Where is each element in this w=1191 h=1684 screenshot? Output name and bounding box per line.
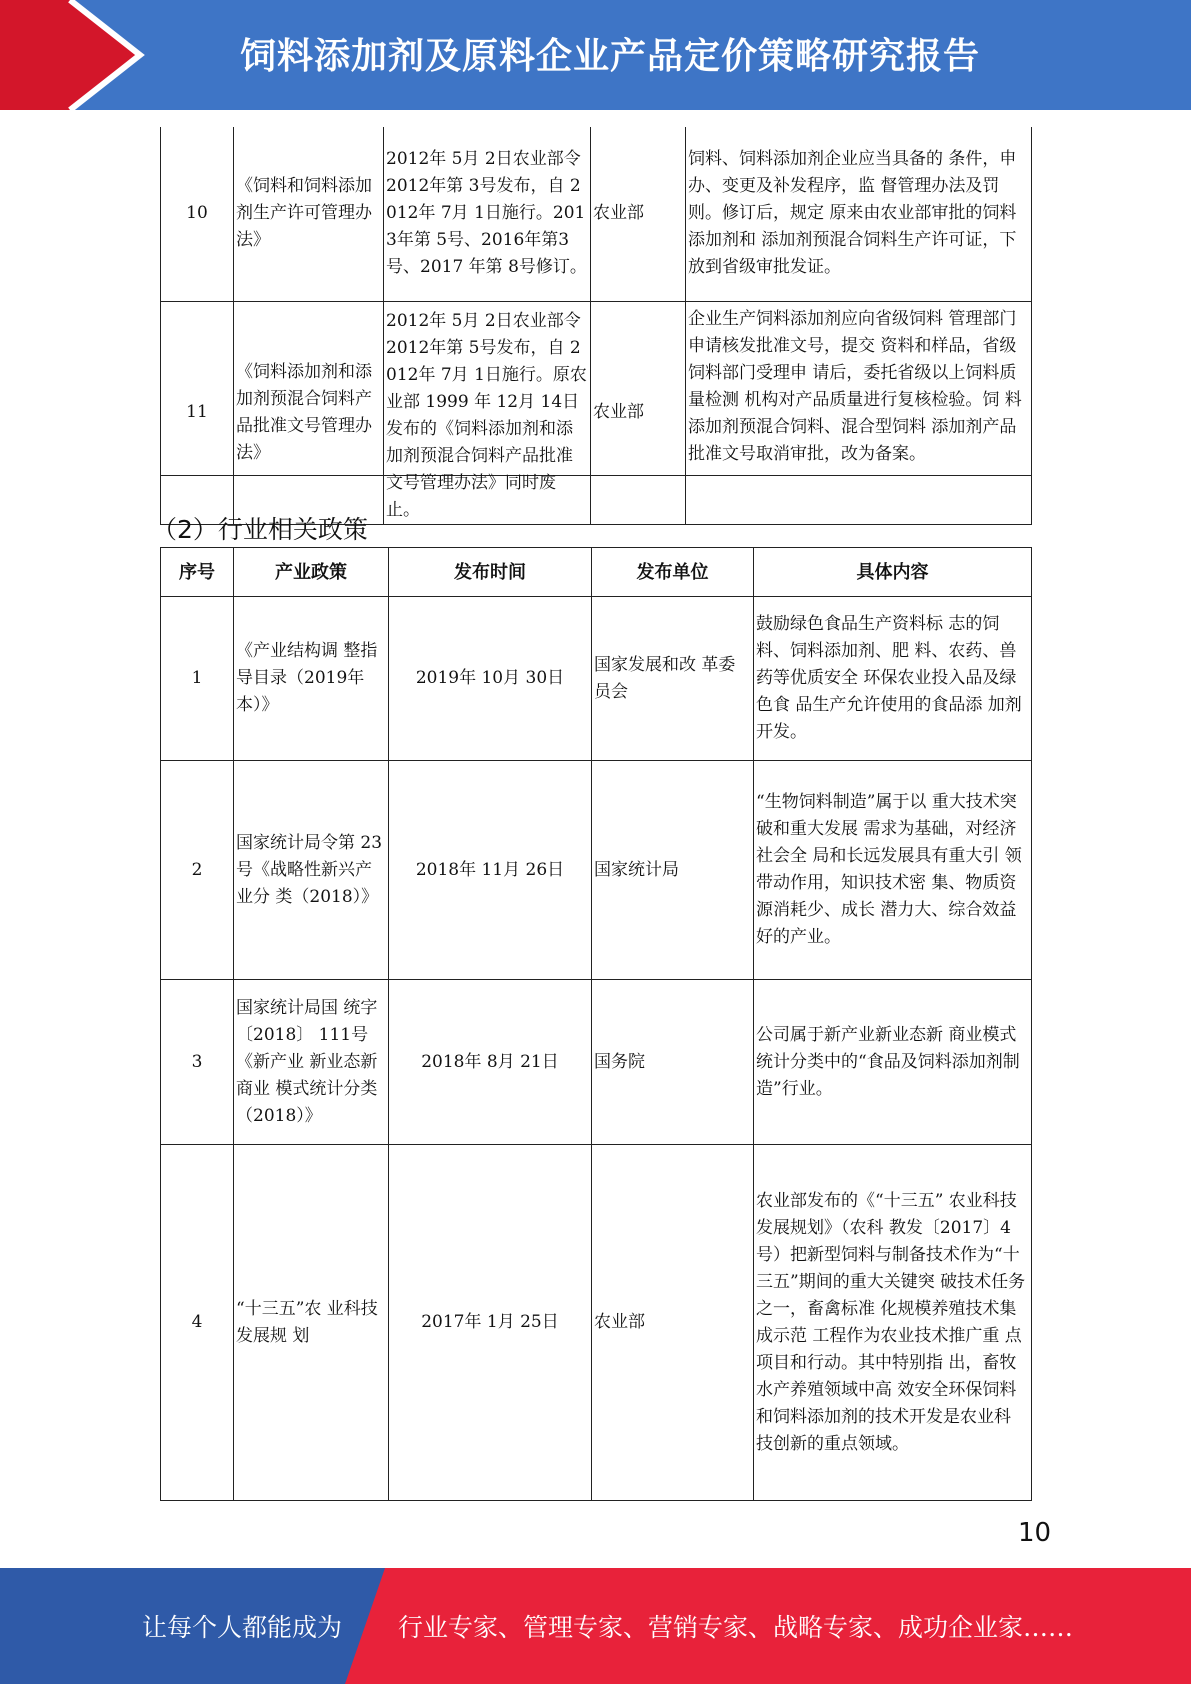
- policy-name: “十三五”农 业科技发展规 划: [234, 1145, 389, 1501]
- policy-content: 农业部发布的《“十三五” 农业科技发展规划》（农科 教发〔2017〕4号）把新型饲料与制备技术作为“十 三五”期间的重大关键突 破技术任务之一，畜禽标准 化规模养殖技术集成示范 工程作为农业技术推广重 点项目和行动。其中特别指 出，畜牧水产养殖领域中高 效安全环保饲料和饲料添加剂的技术开发是农业科 技创新的重点领域。: [754, 1145, 1032, 1501]
- issue-time: 2019年 10月 30日: [389, 597, 592, 761]
- policy-content: “生物饲料制造”属于以 重大技术突破和重大发展 需求为基础，对经济社会全 局和长远发展具有重大引 领带动作用，知识技术密 集、物质资源消耗少、成长 潜力大、综合效益好的产业。: [754, 761, 1032, 980]
- row-number: 11: [161, 301, 234, 524]
- policy-name: 国家统计局令第 23号《战略性新兴产业分 类（2018）》: [234, 761, 389, 980]
- row-number: 1: [161, 597, 234, 761]
- table-row: [161, 1145, 1032, 1501]
- issue-time: 2018年 11月 26日: [389, 761, 592, 980]
- issuing-unit: 农业部: [592, 1145, 754, 1501]
- table-header-row: [161, 548, 1032, 597]
- footer-slogan-left: 让每个人都能成为: [142, 1613, 343, 1642]
- page-header: [0, 0, 1191, 110]
- header-time: 发布时间: [389, 548, 592, 597]
- page-number: 10: [1018, 1518, 1052, 1548]
- issuing-unit: 国务院: [592, 980, 754, 1145]
- footer-slogan-right: 行业专家、管理专家、营销专家、战略专家、成功企业家……: [398, 1613, 1074, 1642]
- issue-time: 2012年 5月 2日农业部令 2012年第 3号发布，自 2012年 7月 1日施行。2013年第 5号、2016年第3号、2017 年第 8号修订。: [384, 127, 591, 301]
- section-heading: （2）行业相关政策: [152, 515, 368, 544]
- regulation-content: 饲料、饲料添加剂企业应当具备的 条件，申办、变更及补发程序，监 督管理办法及罚则。修订后，规定 原来由农业部审批的饲料添加剂和 添加剂预混合饲料生产许可证，下 放到省级审批发证。: [686, 127, 1032, 301]
- policy-name: 《产业结构调 整指导目录（2019年本）》: [234, 597, 389, 761]
- regulation-table: [160, 127, 1031, 520]
- header-policy: 产业政策: [234, 548, 389, 597]
- table-row: [161, 597, 1032, 761]
- header-unit: 发布单位: [592, 548, 754, 597]
- issue-time: 2012年 5月 2日农业部令 2012年第 5号发布，自 2012年 7月 1日施行。原农业部 1999 年 12月 14日发布的《饲料添加剂和添 加剂预混合饲料产品批准文号管理办法》同时废止。: [384, 301, 591, 524]
- row-number: 3: [161, 980, 234, 1145]
- page-footer: [0, 1568, 1191, 1684]
- issue-time: 2018年 8月 21日: [389, 980, 592, 1145]
- report-title: 饲料添加剂及原料企业产品定价策略研究报告: [240, 36, 981, 77]
- table-row: [161, 301, 1032, 524]
- issuing-unit: 国家统计局: [592, 761, 754, 980]
- table-row: [161, 761, 1032, 980]
- issuing-unit: 国家发展和改 革委员会: [592, 597, 754, 761]
- row-number: 10: [161, 127, 234, 301]
- regulation-name: 《饲料和饲料添加剂生产许可管理办法》: [234, 127, 384, 301]
- table-row: [161, 127, 1032, 301]
- policy-content: 公司属于新产业新业态新 商业模式统计分类中的“食品及饲料添加剂制 造”行业。: [754, 980, 1032, 1145]
- header-number: 序号: [161, 548, 234, 597]
- issuing-unit: 农业部: [591, 301, 686, 524]
- regulation-name: 《饲料添加剂和添加剂预混合饲料产品批准文号管理办法》: [234, 301, 384, 524]
- table-row: [161, 980, 1032, 1145]
- issuing-unit: 农业部: [591, 127, 686, 301]
- row-number: 4: [161, 1145, 234, 1501]
- regulation-content: 企业生产饲料添加剂应向省级饲料 管理部门申请核发批准文号，提交 资料和样品，省级饲料部门受理申 请后，委托省级以上饲料质量检测 机构对产品质量进行复核检验。饲 料添加剂预混合饲料、混合型饲料 添加剂产品批准文号取消审批，改为备案。: [686, 301, 1032, 524]
- policy-name: 国家统计局国 统字〔2018〕 111号《新产业 新业态新商业 模式统计分类（2018）》: [234, 980, 389, 1145]
- header-content: 具体内容: [754, 548, 1032, 597]
- policy-table: [160, 547, 1031, 1500]
- row-number: 2: [161, 761, 234, 980]
- policy-content: 鼓励绿色食品生产资料标 志的饲料、饲料添加剂、肥 料、农药、兽药等优质安全 环保农业投入品及绿色食 品生产允许使用的食品添 加剂开发。: [754, 597, 1032, 761]
- issue-time: 2017年 1月 25日: [389, 1145, 592, 1501]
